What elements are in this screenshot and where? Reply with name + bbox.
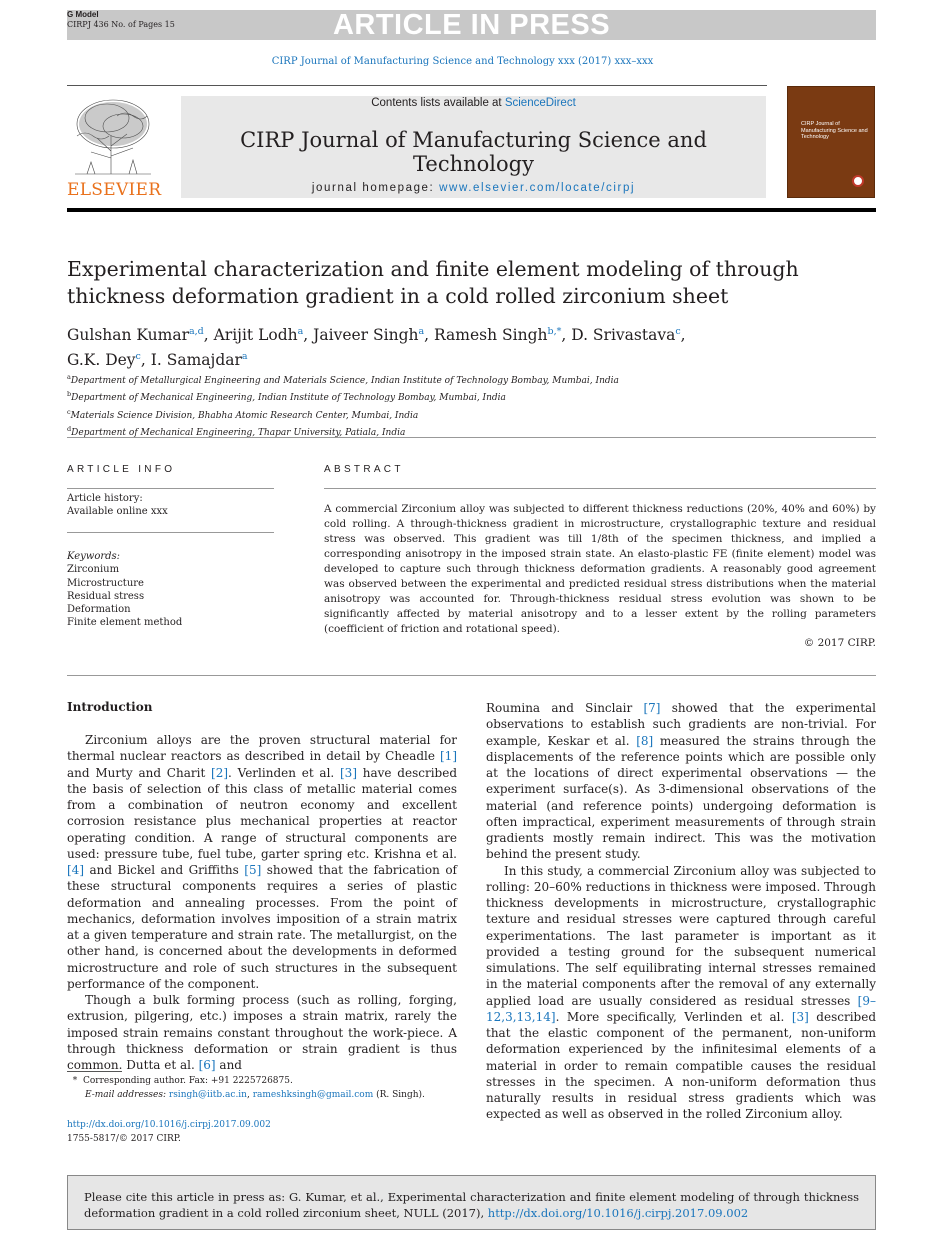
footnote-rule xyxy=(67,1071,122,1072)
paragraph xyxy=(67,732,457,992)
citation-link[interactable]: [2] xyxy=(211,765,229,780)
section-divider xyxy=(67,437,876,438)
text-run: described that the elastic component of the permanent, non-uniform deformation experienced by the infinitesimal elements of a material in order to remain compatible causes the residual stresses in the specimen. A non-uniform deformation thus naturally results in residual stress gradients which was expected as well as observed in the rolled Zirconium alloy. xyxy=(486,1009,877,1122)
journal-homepage-line xyxy=(181,182,766,194)
homepage-link[interactable]: www.elsevier.com/locate/cirpj xyxy=(439,182,636,194)
author-name[interactable]: G.K. Dey xyxy=(67,351,136,370)
paragraph xyxy=(486,863,876,1123)
text-run: . Verlinden et al. xyxy=(228,765,340,780)
citation-link[interactable]: [1] xyxy=(440,749,457,764)
author-name[interactable]: D. Srivastava xyxy=(571,326,676,345)
cover-seal-icon xyxy=(852,175,864,187)
affiliation-text: Department of Metallurgical Engineering and Materials Science, Indian Institute of Technology Bombay, Mumbai, India xyxy=(70,376,619,386)
keywords-block xyxy=(67,550,182,630)
citation-link[interactable]: [7] xyxy=(643,701,661,715)
footnote-text: Corresponding author. Fax: +91 2225726875. xyxy=(82,1076,293,1086)
journal-cover-thumbnail[interactable] xyxy=(787,86,875,198)
homepage-prefix: journal homepage: xyxy=(311,182,440,194)
citation-link[interactable]: [3] xyxy=(791,1009,809,1024)
journal-masthead xyxy=(181,96,766,198)
author-affil-sup[interactable]: c xyxy=(675,326,681,337)
introduction-heading: Introduction xyxy=(67,700,153,714)
email-suffix: (R. Singh). xyxy=(373,1089,425,1100)
footnote-marker: * xyxy=(72,1076,78,1086)
citation-link[interactable]: [8] xyxy=(636,733,654,748)
email-link[interactable]: rameshksingh@gmail.com xyxy=(252,1089,374,1100)
article-in-press-banner xyxy=(67,10,876,40)
article-info-heading: ARTICLE INFO xyxy=(67,464,176,475)
abstract-text: A commercial Zirconium alloy was subjected to different thickness reductions (20%, 40% and 60%) by cold rolling. A through-thickness gradient in microstructure, crystallographic texture and residual stress was observed. This gradient was till 1/8th of the specimen thickness, and implied a corresponding anisotropy in the imposed strain state. An elasto-plastic FE (finite element) model was developed to capture such through thickness deformation gradients. A reasonably good agreement was observed between the experimental and predicted residual stress distributions when the material anisotropy was accounted for. Through-thickness residual stress evolution was shown to be significantly affected by material anisotropy and to a lesser extent by the rolling parameters (coefficient of friction and rotational speed). xyxy=(324,503,876,635)
abstract-rule xyxy=(324,488,876,489)
please-cite-box xyxy=(67,1175,876,1230)
text-run: In this study, a commercial Zirconium alloy was subjected to rolling: 20–60% reductions in thickness were imposed. Through thickness developments in microstructure, crystallographic texture and residual stresses were captured through careful experimentations. The last parameter is important as it provided a testing ground for the subsequent numerical simulations. The self equilibrating internal stresses remained in the material components after the removal of any externally applied load are usually considered as residual stresses xyxy=(486,863,876,1008)
footnote-email-line xyxy=(67,1089,467,1103)
article-title: Experimental characterization and finite element modeling of through thickness deformation gradient in a cold rolled zirconium sheet xyxy=(67,257,799,308)
text-run: measured the strains through the displacements of the reference points which are possible only at the locations of direct experimental observations — the experiment surface(s). As 3-dimensional observations of the material (and reference points) undergoing deformation is often impractical, experiment measurements of through strain gradients mostly remain indirect. This was the motivation behind the present study. xyxy=(486,733,876,862)
info-rule xyxy=(67,488,274,489)
corresponding-author-footnote xyxy=(67,1075,467,1102)
author-name[interactable]: Ramesh Singh xyxy=(434,326,548,345)
author-affil-sup[interactable]: a xyxy=(241,351,248,363)
affiliation-key: d xyxy=(67,424,72,433)
text-run: Zirconium alloys are the proven structural material for thermal nuclear reactors as described in detail by Cheadle xyxy=(67,733,457,764)
affiliation-text: Department of Mechanical Engineering, Indian Institute of Technology Bombay, Mumbai, India xyxy=(71,393,506,404)
issn-line: 1755-5817/© 2017 CIRP. xyxy=(67,1133,181,1144)
contents-prefix: Contents lists available at xyxy=(371,97,505,109)
body-right-column xyxy=(486,700,876,1123)
text-run: and xyxy=(215,1058,242,1072)
footnote-line xyxy=(67,1075,467,1089)
masthead-bottom-rule xyxy=(67,208,876,212)
history-label: Article history: xyxy=(67,493,143,504)
history-value: Available online xxx xyxy=(67,506,168,518)
article-id: CIRPJ 436 No. of Pages 15 xyxy=(67,20,175,29)
author-affil-sup[interactable]: a xyxy=(297,326,304,337)
header-rule xyxy=(67,85,767,86)
doi-block xyxy=(67,1119,271,1146)
article-meta xyxy=(67,10,175,30)
text-run: showed that the fabrication of these structural components requires a series of plastic deformation and annealing processes. From the point of mechanics, deformation involves imposition of a strain matrix at a given temperature and strain rate. The metallurgist, on the other hand, is concerned about the developments in deformed microstructure and role of such structures in the subsequent performance of the component. xyxy=(67,863,457,991)
elsevier-wordmark[interactable]: ELSEVIER xyxy=(67,180,162,200)
text-run: and Bickel and Griffiths xyxy=(84,863,245,877)
author-name[interactable]: I. Samajdar xyxy=(150,351,242,370)
citation-link[interactable]: [5] xyxy=(244,863,262,877)
abstract-heading: ABSTRACT xyxy=(324,464,404,475)
text-run: showed that the experimental observations to establish such gradients are non-trivial. For example, Keskar et al. xyxy=(486,701,877,748)
citation-link[interactable]: [3] xyxy=(340,765,357,780)
author-affil-sup[interactable]: a,d xyxy=(188,326,204,337)
citation-link[interactable]: [4] xyxy=(67,863,84,877)
abstract-copyright: © 2017 CIRP. xyxy=(803,637,876,649)
text-run: Roumina and Sinclair xyxy=(486,701,644,715)
affiliation-key: a xyxy=(67,373,71,381)
keyword: Zirconium xyxy=(67,564,120,576)
paragraph xyxy=(67,992,457,1073)
text-run: . More specifically, Verlinden et al. xyxy=(555,1009,792,1024)
keyword: Finite element method xyxy=(67,617,183,629)
cite-doi-link[interactable]: http://dx.doi.org/10.1016/j.cirpj.2017.09.002 xyxy=(487,1206,749,1220)
email-link[interactable]: rsingh@iitb.ac.in xyxy=(168,1089,247,1100)
affiliation-item xyxy=(67,406,867,423)
sciencedirect-link[interactable]: ScienceDirect xyxy=(504,97,576,109)
cite-text: Please cite this article in press as: G. Kumar, et al., Experimental characterization and finite element modeling of through thickness deformation gradient in a cold rolled zirconium sheet, NULL (2017), xyxy=(84,1190,859,1220)
affiliation-item xyxy=(67,371,867,388)
journal-citation-line[interactable]: CIRP Journal of Manufacturing Science and Technology xxx (2017) xxx–xxx xyxy=(271,56,654,67)
text-run: and Murty and Charit xyxy=(67,765,212,780)
journal-title: CIRP Journal of Manufacturing Science and Technology xyxy=(240,128,707,176)
author-list: Gulshan Kumar$^{a,d}$, Arijit Lodh$^a$, Jaiveer Singh$^a$, Ramesh Singh$^{b,*}$, D. Srivastava$^c$, G.K. Dey$^c$, I. Samajdar$^a$ xyxy=(67,326,686,370)
body-left-column xyxy=(67,732,457,1073)
info-rule xyxy=(67,532,274,533)
affiliation-key: b xyxy=(67,390,72,399)
author-affil-sup[interactable]: a xyxy=(418,326,425,337)
author-affil-sup[interactable]: b,* xyxy=(547,326,562,337)
author-name[interactable]: Arijit Lodh xyxy=(213,326,298,345)
doi-link[interactable]: http://dx.doi.org/10.1016/j.cirpj.2017.09.002 xyxy=(67,1120,271,1130)
email-label: E-mail addresses: xyxy=(85,1089,169,1100)
keyword: Deformation xyxy=(67,604,131,616)
affiliation-text: Materials Science Division, Bhabha Atomic Research Center, Mumbai, India xyxy=(70,410,419,421)
g-model-label: G Model xyxy=(67,10,99,19)
affiliation-list xyxy=(67,371,867,440)
author-name[interactable]: Jaiveer Singh xyxy=(313,326,419,345)
affiliation-item xyxy=(67,388,867,405)
affiliation-text: Department of Mechanical Engineering, Thapar University, Patiala, India xyxy=(71,427,406,438)
email-separator: , xyxy=(246,1089,253,1100)
author-name[interactable]: Gulshan Kumar xyxy=(67,326,189,345)
keyword: Microstructure xyxy=(67,577,144,589)
citation-link[interactable]: [6] xyxy=(198,1058,216,1072)
article-history xyxy=(67,492,168,519)
citation-link[interactable]: [9–12,3,13,14] xyxy=(486,993,876,1024)
cover-title: CIRP Journal of Manufacturing Science and Technology xyxy=(801,121,868,140)
keyword: Residual stress xyxy=(67,590,145,602)
section-divider xyxy=(67,675,876,676)
affiliation-key: c xyxy=(67,407,71,416)
keywords-label: Keywords: xyxy=(67,551,121,562)
paragraph xyxy=(486,700,876,863)
author-affil-sup[interactable]: c xyxy=(135,351,141,363)
text-run: have described the basis of selection of this class of metallic material comes from a combination of neutron economy and excellent corrosion resistance plus mechanical properties at reactor operating condition. A range of structural components are used: pressure tube, fuel tube, garter spring etc. Krishna et al. xyxy=(67,765,458,861)
contents-available-line xyxy=(181,97,766,109)
text-run: Though a bulk forming process (such as rolling, forging, extrusion, pilgering, etc.) imposes a strain matrix, rarely the imposed strain remains constant throughout the work-piece. A through thickness deformation or strain gradient is thus common. Dutta et al. xyxy=(67,993,457,1072)
article-in-press-text: ARTICLE IN PRESS xyxy=(332,9,611,41)
